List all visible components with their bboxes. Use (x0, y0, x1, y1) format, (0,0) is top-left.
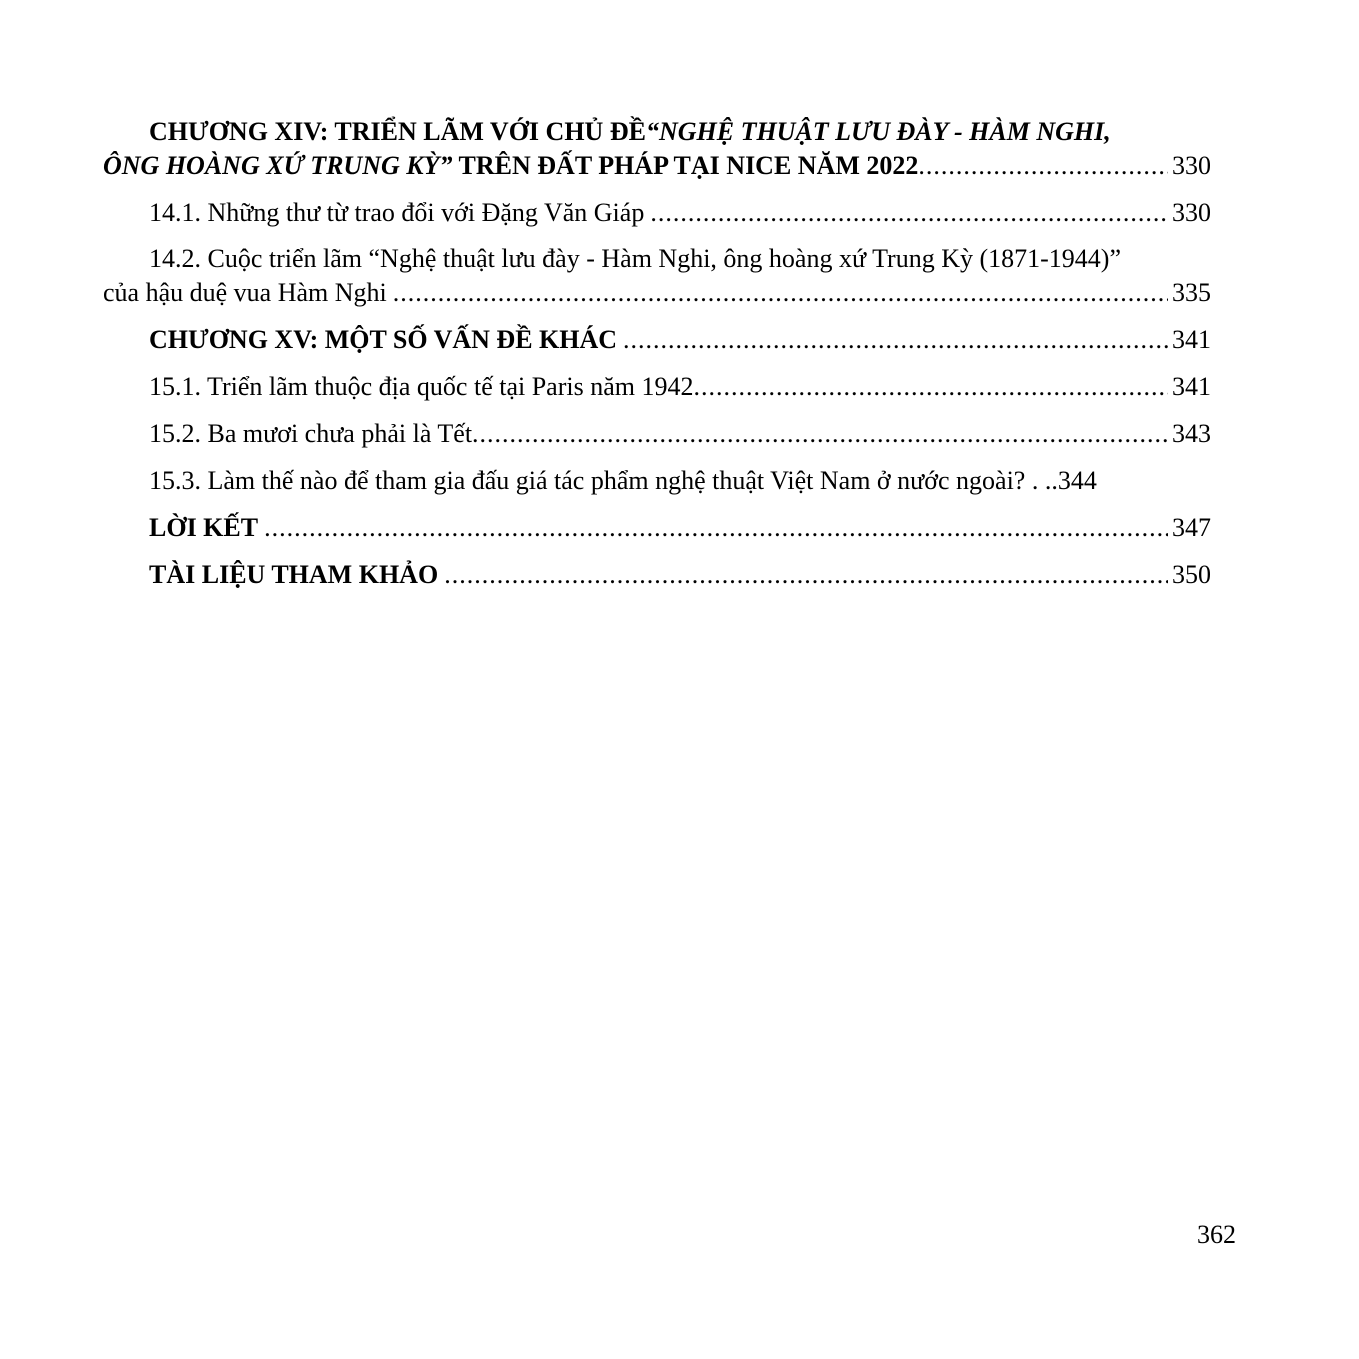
toc-section-title: 15.2. Ba mươi chưa phải là Tết (149, 419, 473, 448)
table-of-contents (103, 115, 1211, 604)
toc-page-number: 330 (1172, 198, 1211, 227)
toc-section-title-continued: của hậu duệ vua Hàm Nghi (103, 278, 387, 307)
toc-chapter-title: TRÊN ĐẤT PHÁP TẠI NICE NĂM 2022 (452, 151, 919, 180)
toc-entry-section-15-2 (103, 416, 1211, 451)
toc-entry-line (103, 416, 1211, 451)
dot-leader (264, 510, 1168, 545)
toc-entry-line (103, 369, 1211, 404)
dot-leader (472, 416, 1168, 451)
toc-entry-chapter-15 (103, 322, 1211, 357)
toc-entry-chapter-14 (103, 115, 1211, 183)
toc-section-title: 15.3. Làm thế nào để tham gia đấu giá tác phẩm nghệ thuật Việt Nam ở nước ngoài? . .. (149, 466, 1058, 495)
dot-leader (918, 149, 1168, 183)
toc-entry-section-15-1 (103, 369, 1211, 404)
toc-entry-line (103, 463, 1211, 498)
toc-entry-line (103, 195, 1211, 230)
toc-page-number: 343 (1172, 419, 1211, 448)
toc-entry-section-14-2 (103, 242, 1211, 310)
toc-chapter-title: CHƯƠNG XV: MỘT SỐ VẤN ĐỀ KHÁC (149, 325, 618, 354)
toc-entry-section-14-1 (103, 195, 1211, 230)
toc-entry-section-15-3 (103, 463, 1211, 498)
dot-leader (444, 557, 1168, 592)
toc-entry-line (103, 276, 1211, 310)
toc-entry-conclusion (103, 510, 1211, 545)
toc-chapter-title: TÀI LIỆU THAM KHẢO (149, 560, 439, 589)
toc-section-title: 14.2. Cuộc triển lãm “Nghệ thuật lưu đày - Hàm Nghi, ông hoàng xứ Trung Kỳ (1871-1944)” (149, 244, 1121, 273)
toc-section-title: 15.1. Triển lãm thuộc địa quốc tế tại Paris năm 1942 (149, 372, 694, 401)
toc-page-number: 350 (1172, 560, 1211, 589)
toc-entry-line (103, 510, 1211, 545)
toc-chapter-title-italic: ÔNG HOÀNG XỨ TRUNG KỲ” (103, 151, 453, 180)
toc-entry-line (103, 242, 1289, 276)
toc-page-number: 341 (1172, 372, 1211, 401)
toc-page-number: 335 (1172, 278, 1211, 307)
toc-section-title: 14.1. Những thư từ trao đổi với Đặng Văn Giáp (149, 198, 645, 227)
toc-entry-line (103, 322, 1211, 357)
toc-page-number: 341 (1172, 325, 1211, 354)
toc-chapter-title: LỜI KẾT (149, 513, 259, 542)
dot-leader (694, 369, 1169, 404)
toc-entry-line (103, 115, 1211, 149)
toc-page-number: 330 (1172, 151, 1211, 180)
dot-leader (393, 276, 1168, 310)
toc-chapter-title: CHƯƠNG XIV: TRIỂN LÃM VỚI CHỦ ĐỀ (149, 117, 646, 146)
dot-leader (650, 195, 1168, 230)
toc-entry-line (103, 557, 1211, 592)
toc-page-number: 347 (1172, 513, 1211, 542)
toc-entry-line (103, 149, 1211, 183)
toc-page-number: 344 (1057, 466, 1097, 495)
dot-leader (623, 322, 1168, 357)
toc-entry-references (103, 557, 1211, 592)
toc-chapter-title-italic: “NGHỆ THUẬT LƯU ĐÀY - HÀM NGHI, (645, 117, 1111, 146)
page-number: 362 (1197, 1220, 1236, 1249)
